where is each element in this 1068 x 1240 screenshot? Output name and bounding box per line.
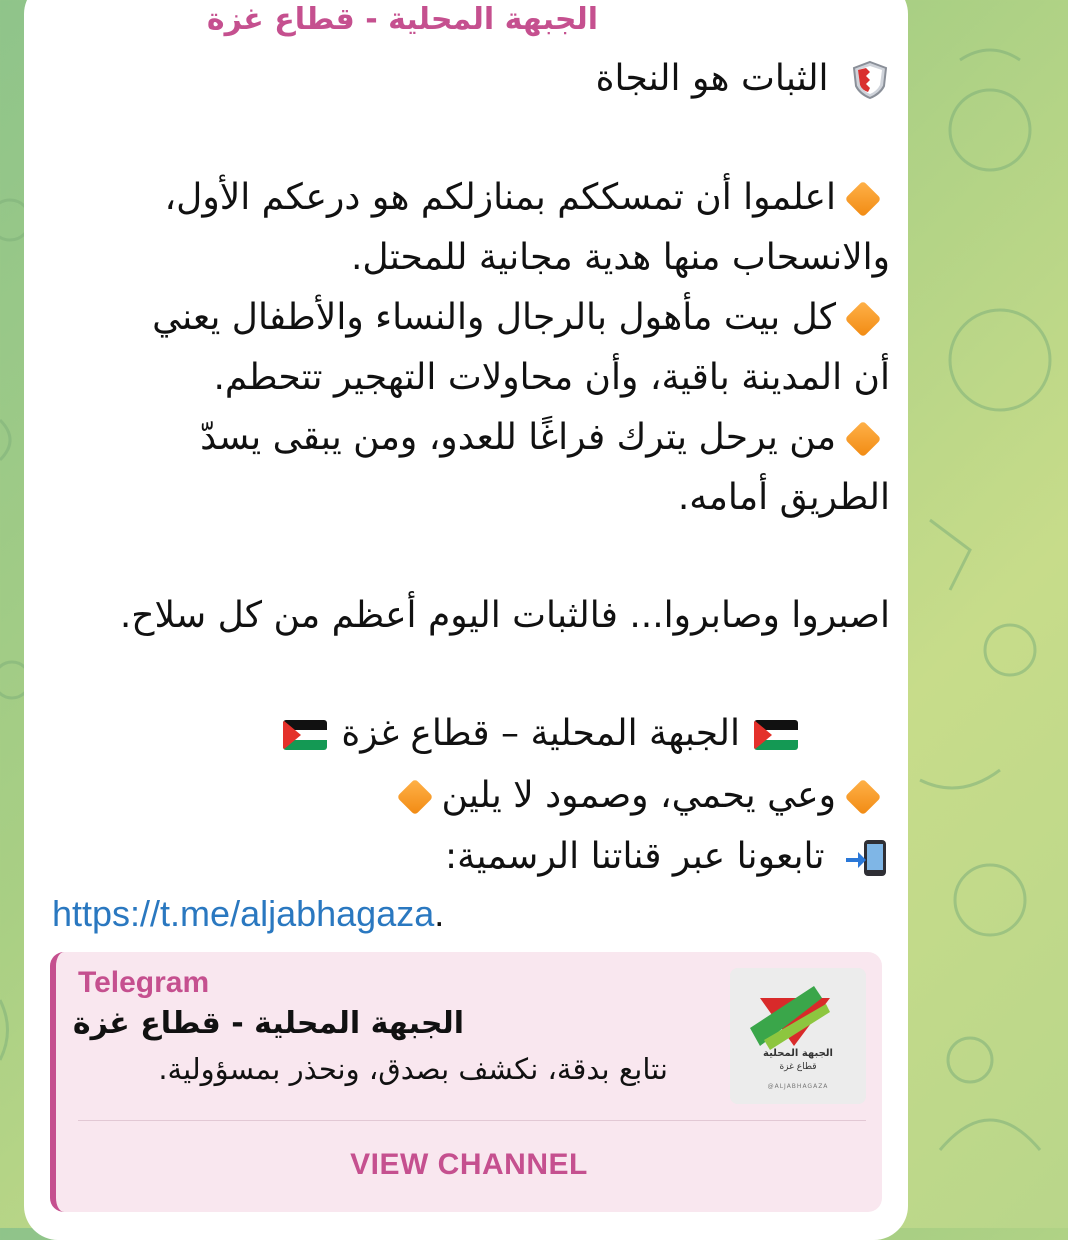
channel-logo-thumbnail[interactable] — [730, 968, 866, 1104]
palestine-flag-icon — [283, 720, 327, 750]
mobile-phone-arrow-icon — [844, 838, 890, 878]
signature-row — [283, 713, 798, 754]
signature-text: الجبهة المحلية – قطاع غزة — [341, 713, 740, 754]
preview-description: نتابع بدقة، نكشف بصدق، ونحذر بمسؤولية. — [158, 1052, 668, 1086]
message-line: والانسحاب منها هدية مجانية للمحتل. — [350, 237, 890, 278]
message-title: الثبات هو النجاة — [595, 58, 829, 99]
channel-link-row — [52, 893, 444, 935]
message-title-row — [596, 60, 890, 100]
slogan-row — [388, 775, 890, 816]
logo-title-text: الجبهة المحلية — [763, 1048, 833, 1059]
link-preview-card[interactable] — [50, 952, 882, 1212]
logo-subtitle-text: قطاع غزة — [779, 1062, 817, 1072]
follow-row — [445, 838, 890, 878]
preview-site-name: Telegram — [78, 966, 210, 999]
channel-link[interactable]: https://t.me/aljabhagaza — [52, 893, 435, 934]
bullet-line-2 — [152, 297, 890, 338]
view-channel-button[interactable]: VIEW CHANNEL — [350, 1148, 588, 1181]
follow-text: تابعونا عبر قناتنا الرسمية: — [445, 836, 825, 877]
message-line: اصبروا وصابروا... فالثبات اليوم أعظم من كل سلاح. — [119, 595, 890, 636]
link-suffix: . — [434, 893, 445, 934]
orange-diamond-icon — [845, 779, 882, 816]
message-text: اعلموا أن تمسككم بمنازلكم هو درعكم الأول، — [164, 177, 836, 218]
message-line: أن المدينة باقية، وأن محاولات التهجير تتحطم. — [213, 357, 890, 398]
orange-diamond-icon — [845, 421, 882, 458]
palestine-flag-icon — [754, 720, 798, 750]
message-text: من يرحل يترك فراغًا للعدو، ومن يبقى يسدّ — [200, 417, 836, 458]
sender-name[interactable]: الجبهة المحلية - قطاع غزة — [206, 2, 598, 37]
orange-diamond-icon — [845, 181, 882, 218]
bullet-line-3 — [200, 417, 890, 458]
logo-handle-text: @ALJABHAGAZA — [767, 1083, 829, 1090]
channel-logo-icon — [730, 968, 866, 1104]
orange-diamond-icon — [396, 779, 433, 816]
bullet-line-1 — [164, 177, 890, 218]
preview-divider — [78, 1120, 866, 1121]
slogan-text: وعي يحمي، وصمود لا يلين — [441, 775, 836, 816]
preview-title: الجبهة المحلية - قطاع غزة — [72, 1006, 464, 1041]
shield-icon — [850, 60, 890, 100]
message-line: الطريق أمامه. — [677, 477, 890, 518]
message-text: كل بيت مأهول بالرجال والنساء والأطفال يعني — [152, 297, 836, 338]
orange-diamond-icon — [845, 301, 882, 338]
